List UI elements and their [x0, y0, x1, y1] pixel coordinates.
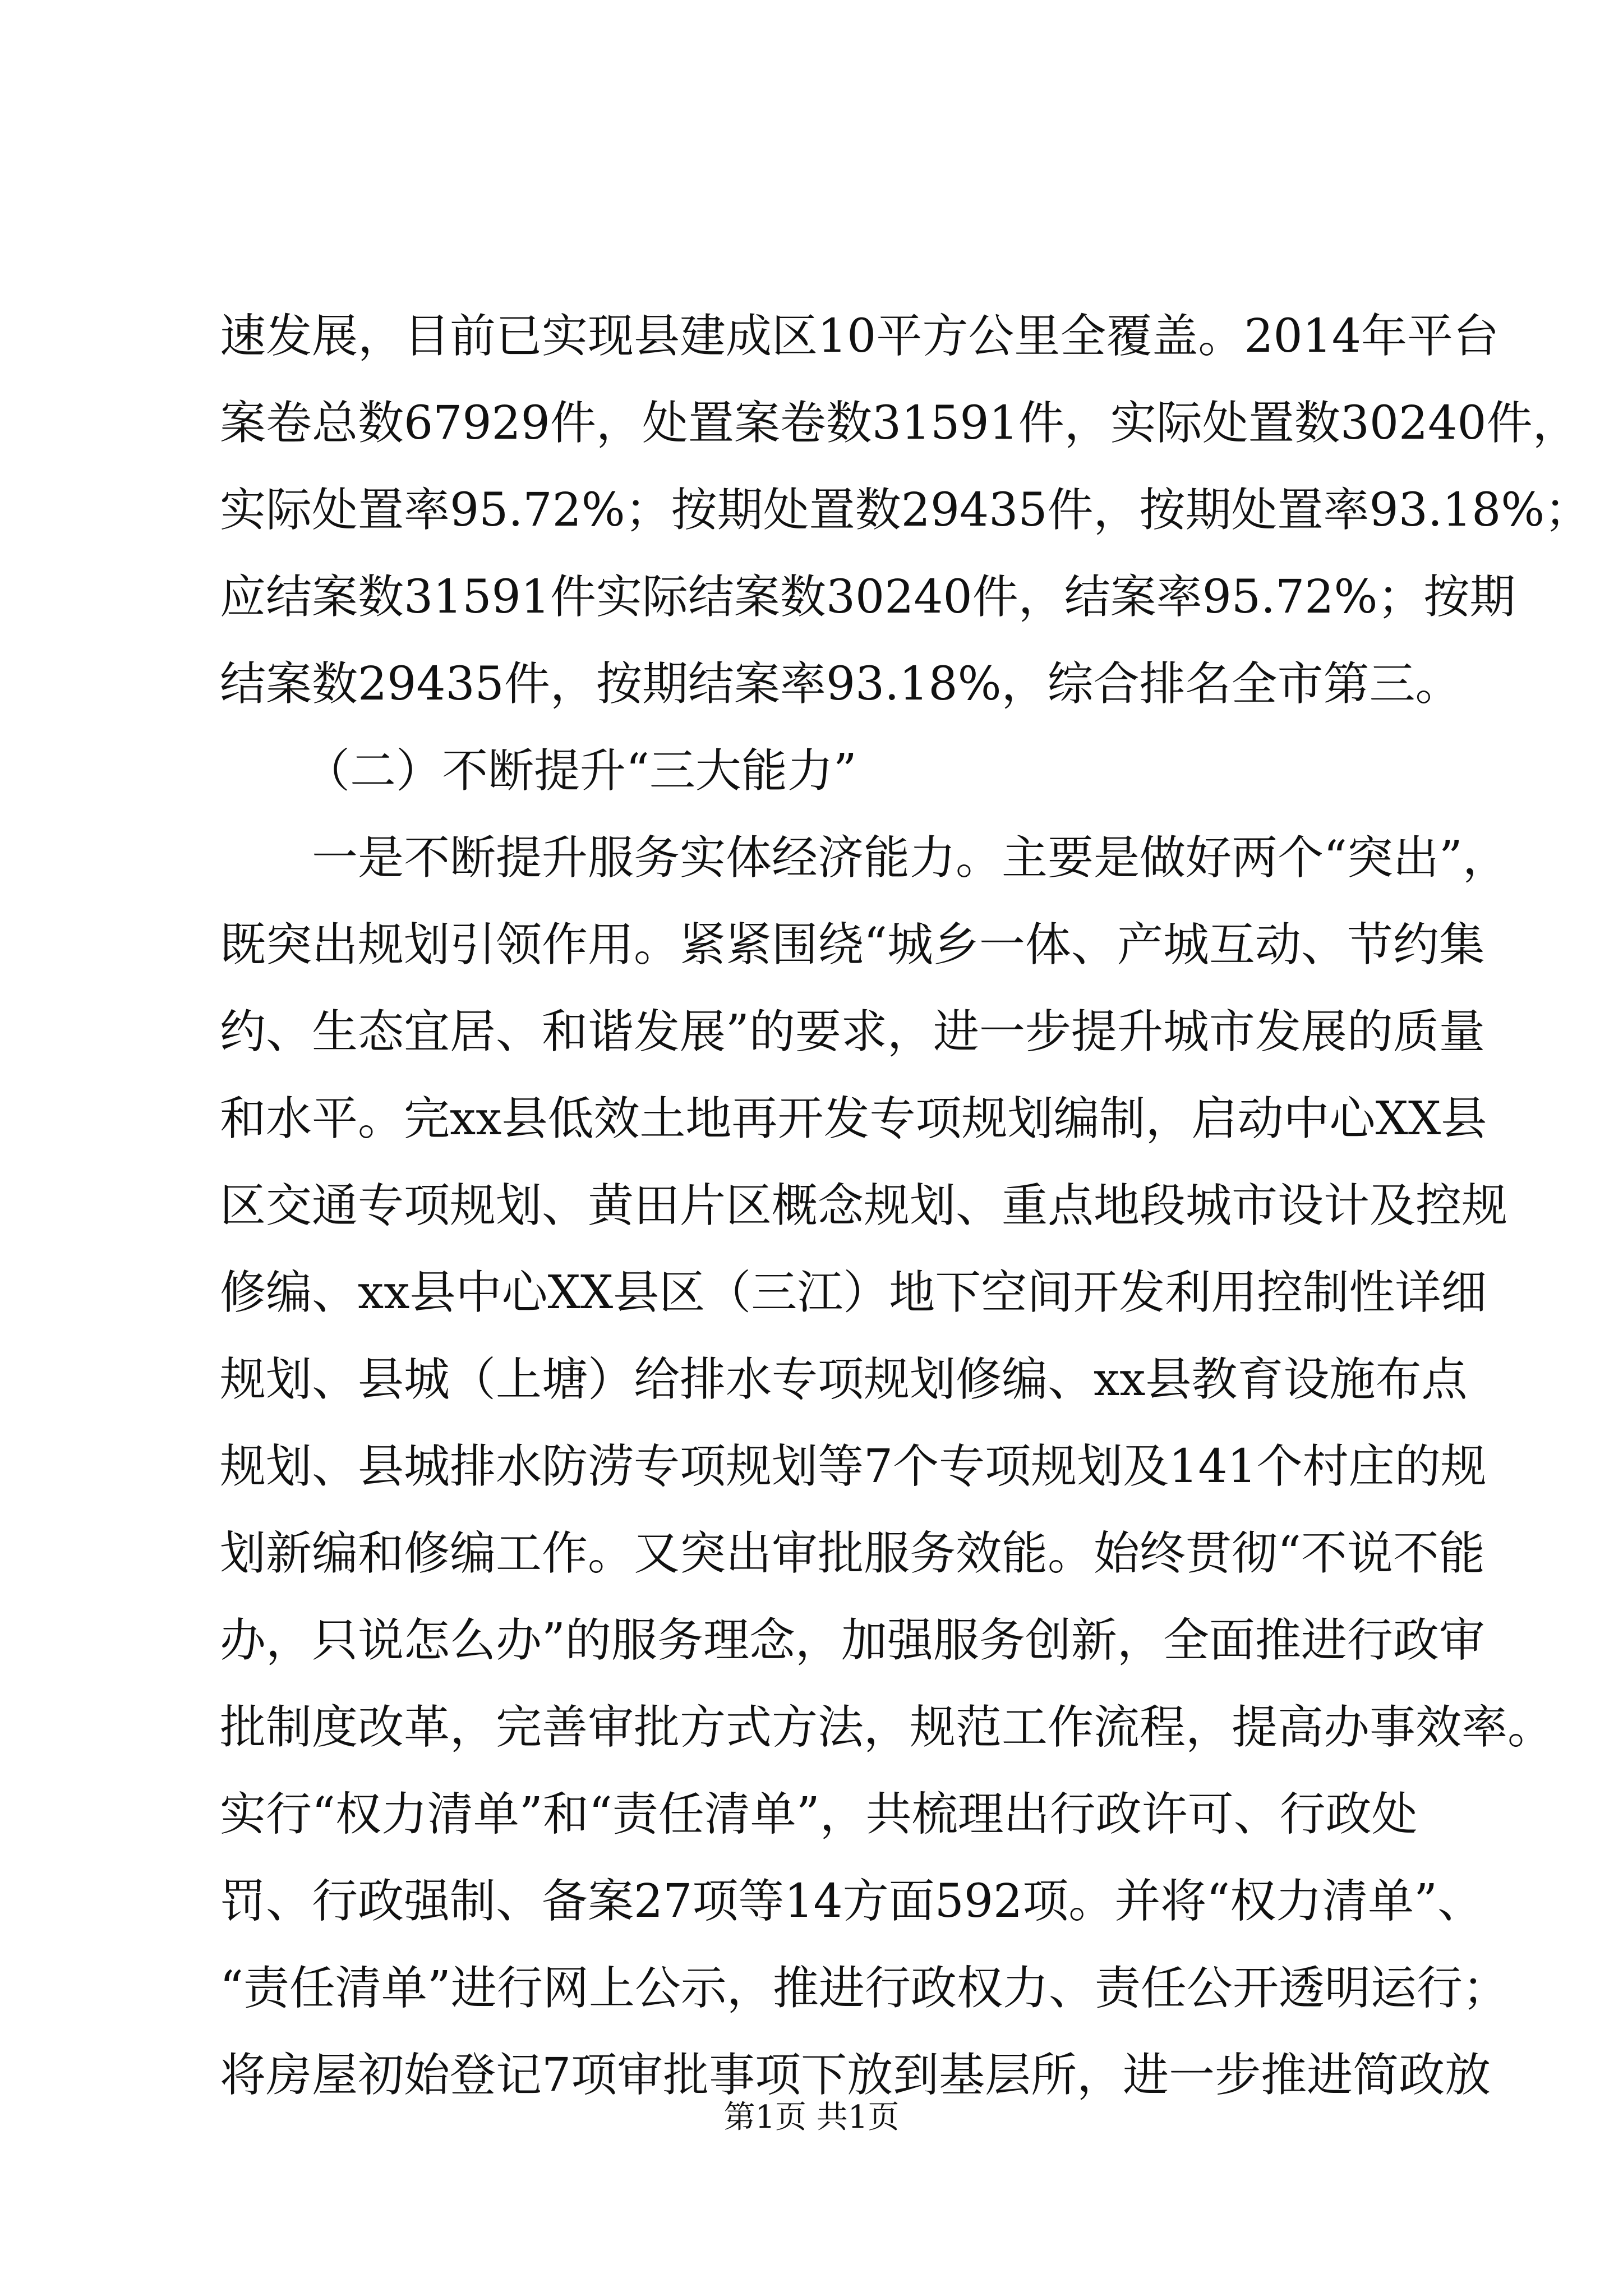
- text-line: 结案数29435件，按期结案率93.18%，综合排名全市第三。: [220, 657, 1461, 711]
- text-line: 规划、县城（上塘）给排水专项规划修编、xx县教育设施布点: [220, 1353, 1468, 1406]
- text-line: 规划、县城排水防涝专项规划等7个专项规划及141个村庄的规: [220, 1440, 1487, 1493]
- text-line: 实际处置率95.72%；按期处置数29435件，按期处置率93.18%；: [220, 484, 1591, 537]
- text-line: 案卷总数67929件，处置案卷数31591件，实际处置数30240件，: [220, 397, 1579, 450]
- text-line: 修编、xx县中心XX县区（三江）地下空间开发利用控制性详细: [220, 1266, 1487, 1319]
- text-line: 罚、行政强制、备案27项等14方面592项。并将“权力清单”、: [220, 1875, 1484, 1928]
- text-line: “责任清单”进行网上公示，推进行政权力、责任公开透明运行；: [220, 1962, 1509, 2015]
- text-line: 将房屋初始登记7项审批事项下放到基层所，进一步推进简政放: [220, 2049, 1491, 2102]
- text-line: 实行“权力清单”和“责任清单”，共梳理出行政许可、行政处: [220, 1788, 1418, 1841]
- text-line: 批制度改革，完善审批方式方法，规范工作流程，提高办事效率。: [220, 1701, 1554, 1754]
- page-number-footer: 第1页 共1页: [723, 2099, 900, 2136]
- text-line: 办，只说怎么办”的服务理念，加强服务创新，全面推进行政审: [220, 1614, 1485, 1667]
- text-line: 划新编和修编工作。又突出审批服务效能。始终贯彻“不说不能: [220, 1527, 1485, 1580]
- text-line: 速发展，目前已实现县建成区10平方公里全覆盖。2014年平台: [220, 310, 1500, 363]
- section-heading: （二）不断提升“三大能力”: [304, 744, 857, 798]
- text-line: 既突出规划引领作用。紧紧围绕“城乡一体、产城互动、节约集: [220, 918, 1485, 972]
- paragraph-first-line: 一是不断提升服务实体经济能力。主要是做好两个“突出”，: [312, 831, 1509, 885]
- text-line: 约、生态宜居、和谐发展”的要求，进一步提升城市发展的质量: [220, 1005, 1485, 1059]
- text-line: 和水平。完xx县低效土地再开发专项规划编制，启动中心XX县: [220, 1092, 1487, 1145]
- document-body: [220, 293, 1591, 2119]
- text-line: 区交通专项规划、黄田片区概念规划、重点地段城市设计及控规: [220, 1179, 1508, 1232]
- text-line: 应结案数31591件实际结案数30240件，结案率95.72%；按期: [220, 570, 1516, 624]
